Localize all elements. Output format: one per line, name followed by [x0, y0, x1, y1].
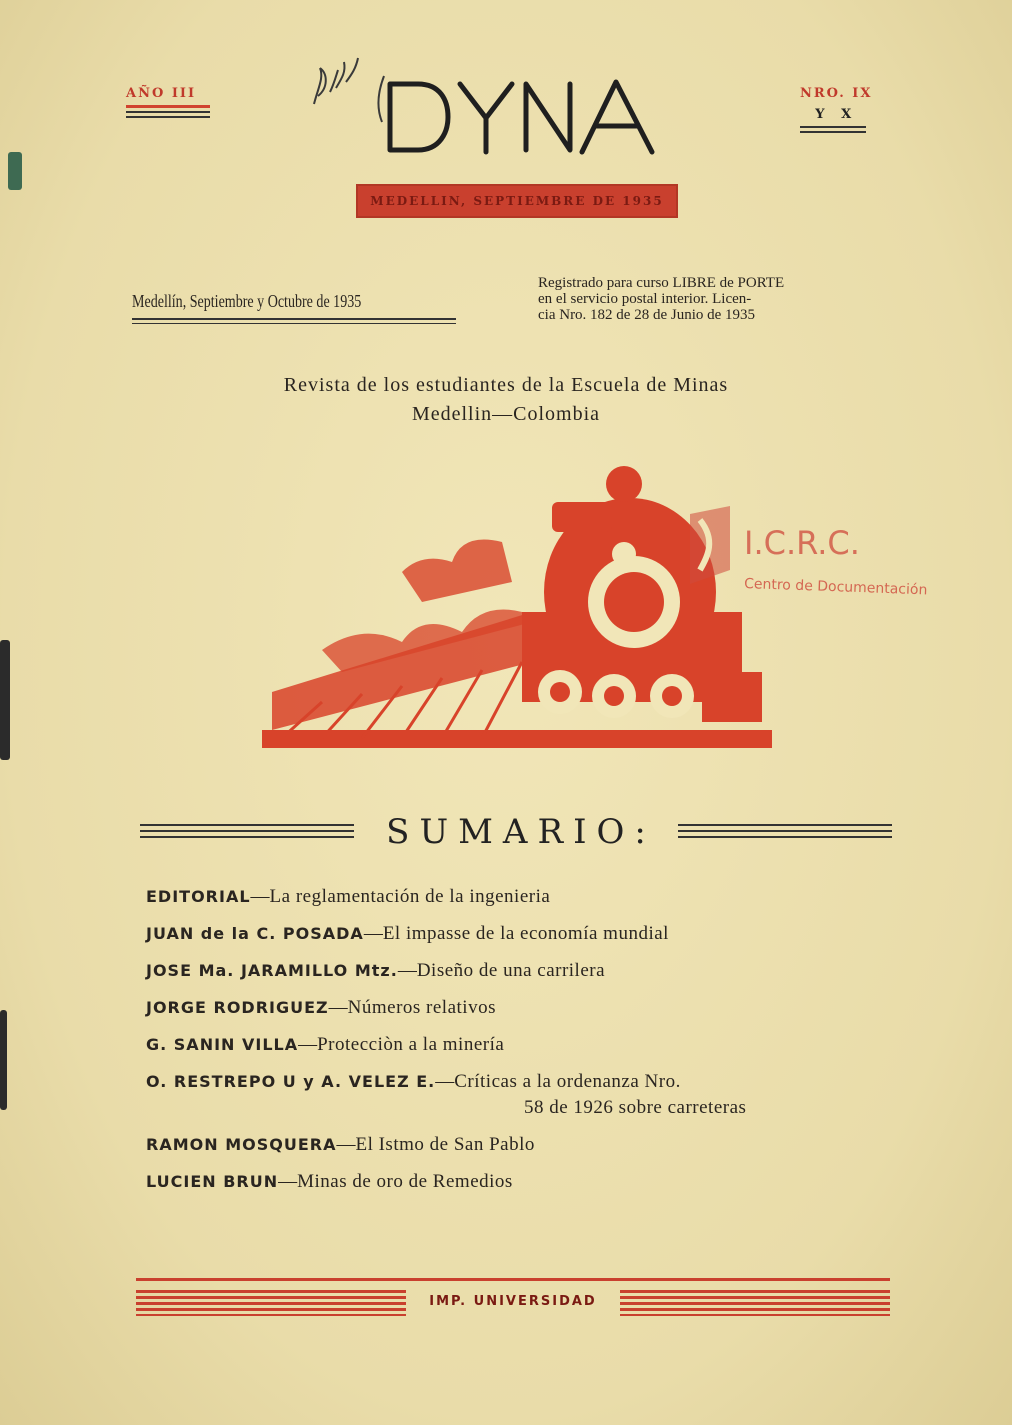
stamp-org: I.C.R.C.: [744, 524, 860, 562]
sumario-rule-right: [678, 824, 892, 842]
issue-year: [126, 86, 210, 121]
issue-year-label: AÑO III: [126, 86, 197, 101]
toc-author: JOSE Ma. JARAMILLO Mtz.: [146, 961, 398, 980]
toc-author: JORGE RODRIGUEZ: [146, 998, 329, 1017]
sumario-header: [140, 812, 892, 862]
toc-title: Números relativos: [347, 997, 496, 1018]
dateline: Medellín, Septiembre y Octubre de 1935: [132, 291, 362, 311]
red-banner: MEDELLIN, SEPTIEMBRE DE 1935: [356, 184, 678, 218]
list-item: JUAN de la C. POSADA—El impasse de la economía mundial: [146, 923, 669, 944]
toc-author: RAMON MOSQUERA: [146, 1135, 337, 1154]
footer-rule: [136, 1278, 890, 1281]
stamp-dept: Centro de Documentación: [743, 576, 928, 599]
toc-title: El impasse de la economía mundial: [382, 923, 669, 944]
toc-title: La reglamentación de la ingenieria: [269, 886, 551, 907]
printer-name: IMP. UNIVERSIDAD: [429, 1294, 597, 1309]
toc-author: G. SANIN VILLA: [146, 1035, 299, 1054]
footer-stripe-left: [136, 1290, 406, 1316]
footer-stripe-right: [620, 1290, 890, 1316]
toc-author: LUCIEN BRUN: [146, 1172, 279, 1191]
toc-title: El Istmo de San Pablo: [355, 1134, 535, 1155]
list-item: EDITORIAL—La reglamentación de la ingenieria: [146, 886, 551, 907]
issue-number-sub: Y X: [815, 107, 858, 122]
registration-line: Registrado para curso LIBRE de PORTE: [538, 275, 785, 291]
subtitle-line2: Medellin—Colombia: [411, 403, 601, 425]
list-item: JORGE RODRIGUEZ—Números relativos: [146, 997, 496, 1018]
sumario-rule-left: [140, 824, 354, 842]
binding-mark: [0, 640, 10, 760]
toc-title: Críticas a la ordenanza Nro.: [454, 1071, 681, 1092]
binding-mark: [0, 1010, 7, 1110]
issue-number-rule: [800, 126, 866, 133]
list-item: RAMON MOSQUERA—El Istmo de San Pablo: [146, 1134, 535, 1155]
list-item: O. RESTREPO U y A. VELEZ E.—Críticas a la ordenanza Nro. 58 de 1926 sobre carreteras: [146, 1071, 906, 1119]
binding-mark: [8, 152, 22, 190]
subtitle-line1: Revista de los estudiantes de la Escuela de Minas: [283, 374, 729, 396]
toc-author: JUAN de la C. POSADA: [146, 924, 364, 943]
toc-title: Diseño de una carrilera: [416, 960, 606, 981]
issue-number-label: NRO. IX: [800, 86, 873, 101]
printer-footer: [136, 1278, 890, 1322]
list-item: JOSE Ma. JARAMILLO Mtz.—Diseño de una carrilera: [146, 960, 606, 981]
postal-registration: [538, 275, 888, 323]
registration-line: en el servicio postal interior. Licen-: [538, 291, 752, 307]
footer-band: [136, 1290, 890, 1316]
registration-line: cia Nro. 182 de 28 de Junio de 1935: [538, 307, 756, 323]
icrc-stamp: [686, 500, 986, 620]
toc-author: EDITORIAL: [146, 887, 251, 906]
toc-title: Protecciòn a la minería: [317, 1034, 505, 1055]
table-of-contents: [146, 886, 906, 1208]
issue-year-rule: [126, 105, 210, 118]
issue-number: [800, 86, 872, 136]
handwritten-note-icon: [306, 48, 376, 118]
dyna-logo: [370, 62, 670, 172]
toc-title-continuation: 58 de 1926 sobre carreteras: [524, 1097, 747, 1118]
list-item: LUCIEN BRUN—Minas de oro de Remedios: [146, 1171, 513, 1192]
toc-author: O. RESTREPO U y A. VELEZ E.: [146, 1072, 436, 1091]
dateline-rule: [132, 318, 456, 324]
list-item: G. SANIN VILLA—Protecciòn a la minería: [146, 1034, 505, 1055]
sumario-title: SUMARIO:: [386, 812, 656, 852]
toc-title: Minas de oro de Remedios: [297, 1171, 513, 1192]
